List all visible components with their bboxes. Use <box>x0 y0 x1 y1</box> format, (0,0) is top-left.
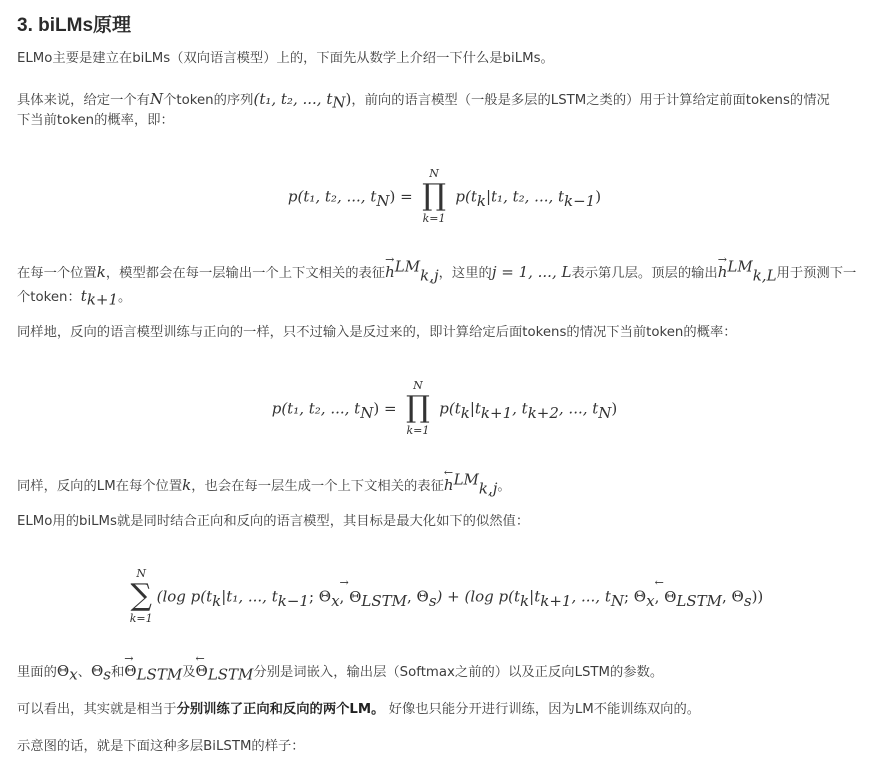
math-sub: k+1 <box>86 290 119 309</box>
math-sup: LM <box>727 257 753 276</box>
eq-part: , ..., t <box>571 587 611 606</box>
eq-part: ; Θ <box>623 587 647 606</box>
product-symbol <box>422 168 446 226</box>
eq-lhs: p(t₁, t₂, ..., t <box>287 187 377 206</box>
eq-sub: N <box>610 591 624 610</box>
eq-part: ) + (log p(t <box>436 587 521 606</box>
prod-upper: N <box>413 379 423 392</box>
sum-lower: k=1 <box>129 612 153 625</box>
math-sub: s <box>103 665 111 684</box>
eq-sub: k+2 <box>527 403 559 422</box>
prod-lower: k=1 <box>422 212 446 225</box>
eq-rhs: p(t <box>455 187 477 206</box>
text: ，模型都会在每一层输出一个上下文相关的表征 <box>105 266 386 281</box>
text: ，也会在每一层生成一个上下文相关的表征 <box>191 479 444 494</box>
math-k: k <box>96 263 106 281</box>
eq-part: , Θ <box>407 587 429 606</box>
eq-sub: LSTM <box>361 591 407 610</box>
hidden-state-paragraph <box>17 257 857 285</box>
eq-sub: k <box>460 403 470 422</box>
eq-part-theta-forward: → , Θ <box>340 588 362 606</box>
text: 用于预测下一 <box>776 266 857 281</box>
eq-rhs-mid: |t <box>469 399 481 418</box>
eq-sub: k−1 <box>277 591 309 610</box>
backward-intro-paragraph: 同样地，反向的语言模型训练与正向的一样，只不过输入是反过来的，即计算给定后面tokens的情况下当前token的概率： <box>17 325 737 340</box>
math-j-range: j = 1, ..., L <box>491 263 572 281</box>
eq-sub: N <box>598 403 612 422</box>
eq-sub: x <box>331 591 340 610</box>
backward-hidden-paragraph <box>17 470 511 498</box>
eq-part: , Θ <box>722 587 744 606</box>
prod-sign: ∏ <box>422 178 446 213</box>
product-symbol <box>406 380 430 438</box>
sequence-paragraph-line2: 下当前token的概率，即： <box>17 113 174 128</box>
math-sup: LM <box>453 470 479 489</box>
math-sub: k,j <box>420 266 439 285</box>
math-h: h <box>443 476 454 494</box>
eq-sub: s <box>428 591 437 610</box>
eq-part-theta-backward: ← , Θ <box>655 588 677 606</box>
eq-paren: ) <box>595 187 602 206</box>
math-sub: LSTM <box>207 665 254 684</box>
math-sub: LSTM <box>136 665 183 684</box>
text: 在每一个位置 <box>17 266 97 281</box>
eq-sub: k+1 <box>480 403 513 422</box>
math-sub: k,L <box>752 266 777 285</box>
math-sequence: (t₁, t₂, ..., t <box>253 90 333 108</box>
sum-symbol <box>130 568 153 626</box>
eq-sign: ) = <box>389 187 413 206</box>
eq-sign: ) = <box>373 399 397 418</box>
eq-rhs-mid: , ..., t <box>558 399 599 418</box>
math-theta-backward: ← Θ <box>196 660 208 682</box>
math-t: t <box>80 287 87 305</box>
forward-lm-equation <box>0 168 889 226</box>
text: ，前向的语言模型（一般是多层的LSTM之类的）用于计算给定前面tokens的情况 <box>351 93 830 108</box>
prod-lower: k=1 <box>406 424 430 437</box>
eq-lhs: p(t₁, t₂, ..., t <box>271 399 361 418</box>
parameters-paragraph <box>17 660 663 684</box>
eq-paren: ) <box>611 399 618 418</box>
eq-sub: s <box>743 591 752 610</box>
eq-part: )) <box>751 587 764 606</box>
eq-sub: N <box>376 191 390 210</box>
sum-sign: ∑ <box>130 578 152 613</box>
text: 个token： <box>17 290 81 305</box>
eq-sub: N <box>360 403 374 422</box>
objective-paragraph: ELMo用的biLMs就是同时结合正向和反向的语言模型，其目标是最大化如下的似然值： <box>17 514 530 529</box>
conclusion-paragraph <box>17 699 700 721</box>
eq-sub: LSTM <box>676 591 723 610</box>
text: 和 <box>110 665 125 680</box>
math-sub: x <box>69 665 78 684</box>
text: 里面的 <box>17 665 57 680</box>
intro-paragraph: ELMo主要是建立在biLMs（双向语言模型）上的，下面先从数学上介绍一下什么是biLMs。 <box>17 51 554 66</box>
text: 表示第几层。顶层的输出 <box>571 266 718 281</box>
text: 及 <box>182 665 196 680</box>
bold-text: 分别训练了正向和反向的两个LM。 <box>176 702 385 717</box>
text: 好像也只能分开进行训练，因为LM不能训练双向的。 <box>384 702 701 717</box>
math-theta-forward: → Θ <box>124 660 136 682</box>
sequence-paragraph <box>17 88 830 112</box>
eq-part: (log p(t <box>156 587 213 606</box>
eq-sub: k−1 <box>564 191 596 210</box>
top-hidden-vector <box>718 261 728 283</box>
text: 个token的序列 <box>163 93 254 108</box>
eq-sub: k <box>520 591 530 610</box>
text: 同样，反向的LM在每个位置 <box>17 479 183 494</box>
eq-rhs: p(t <box>439 399 461 418</box>
math-paren: ) <box>345 90 352 108</box>
prod-sign: ∏ <box>405 390 430 425</box>
section-heading: 3. biLMs原理 <box>17 15 132 36</box>
eq-part: |t₁, ..., t <box>221 587 278 606</box>
prod-upper: N <box>429 167 439 180</box>
eq-part: |t <box>529 587 541 606</box>
sum-upper: N <box>136 567 146 580</box>
backward-hidden-vector <box>444 474 454 496</box>
math-theta: Θ <box>56 662 70 680</box>
hidden-state-paragraph-line2 <box>17 285 131 309</box>
eq-sub: k+1 <box>540 591 572 610</box>
math-k: k <box>182 476 192 494</box>
math-theta: Θ <box>90 662 104 680</box>
eq-sub: k <box>212 591 222 610</box>
bilm-objective-equation <box>0 568 889 626</box>
text: 可以看出，其实就是相当于 <box>17 702 177 717</box>
text: 。 <box>497 479 511 494</box>
math-sup: LM <box>394 257 421 276</box>
diagram-intro-paragraph: 示意图的话，就是下面这种多层BiLSTM的样子： <box>17 739 305 754</box>
math-h: h <box>717 263 728 281</box>
text: 、 <box>77 665 91 680</box>
math-h: h <box>385 263 395 281</box>
backward-lm-equation <box>0 380 889 438</box>
text: 具体来说，给定一个有 <box>17 93 150 108</box>
text: ，这里的 <box>438 266 492 281</box>
text: 分别是词嵌入，输出层（Softmax之前的）以及正反向LSTM的参数。 <box>253 665 664 680</box>
eq-rhs-mid: |t₁, t₂, ..., t <box>485 187 565 206</box>
math-sub: N <box>332 93 346 112</box>
eq-sub: k <box>476 191 486 210</box>
math-sub: k,j <box>478 479 498 498</box>
eq-part: ; Θ <box>308 587 332 606</box>
text: 。 <box>118 290 132 305</box>
eq-rhs-mid: , t <box>512 399 528 418</box>
math-N: N <box>149 90 164 108</box>
eq-sub: x <box>646 591 655 610</box>
forward-hidden-vector <box>385 261 395 283</box>
